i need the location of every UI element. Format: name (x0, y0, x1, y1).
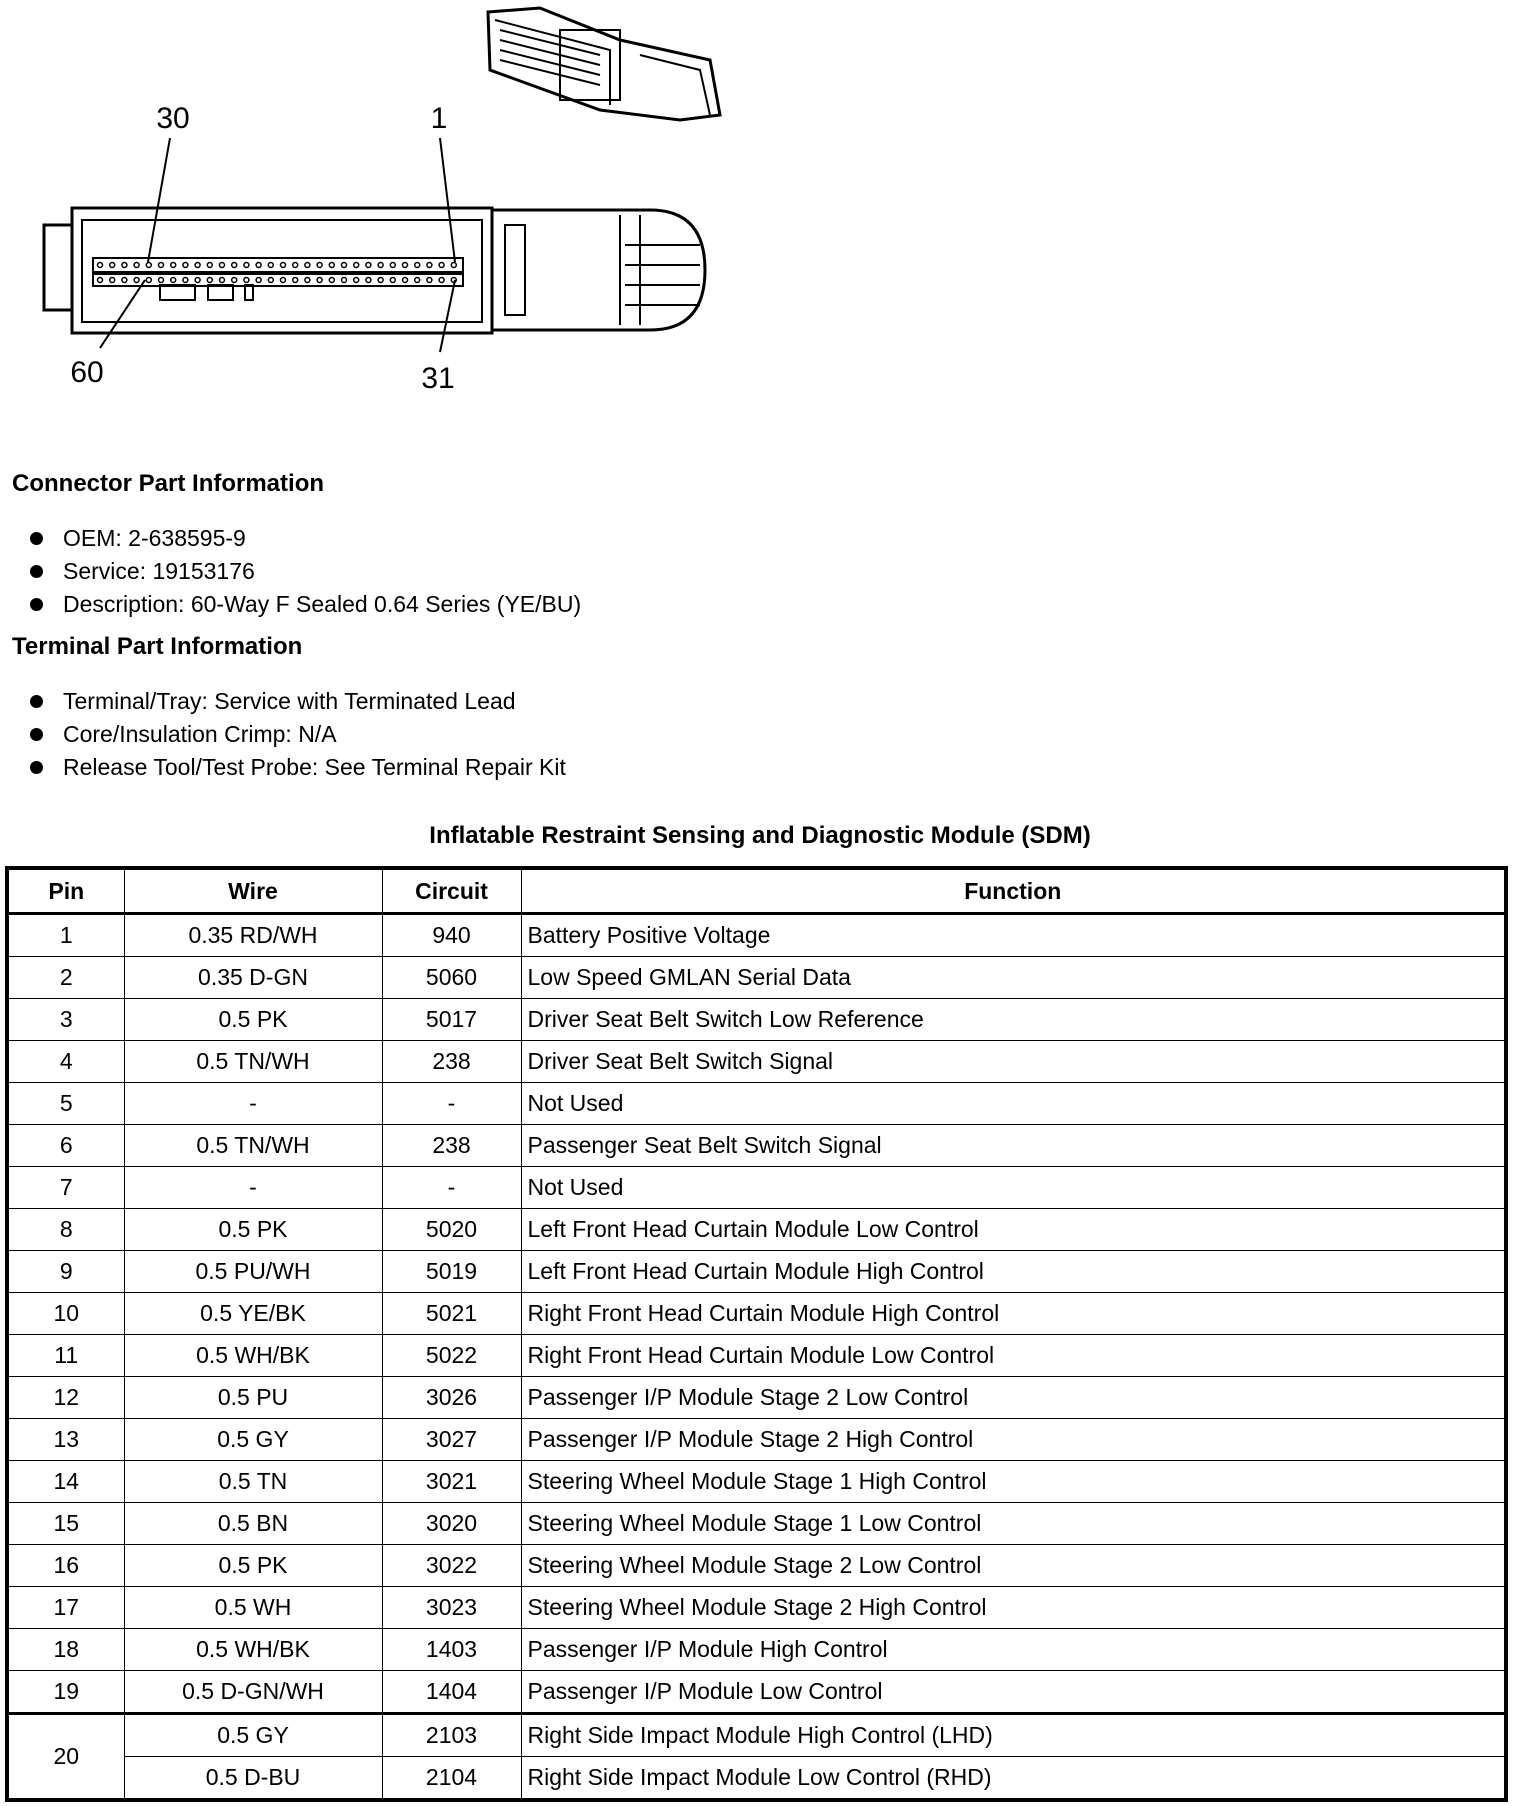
terminal-cavity (317, 278, 322, 283)
bullet-text: Terminal/Tray: Service with Terminated Lead (63, 688, 516, 714)
terminal-cavity (281, 263, 286, 268)
bullet-icon (30, 761, 43, 774)
bullet-item (30, 588, 581, 621)
bullet-icon (30, 565, 43, 578)
pin-label-1: 1 (430, 102, 448, 135)
terminal-cavity (98, 263, 103, 268)
terminal-cavity (134, 278, 139, 283)
terminal-cavity (110, 263, 115, 268)
circuit-cell: 3026 (382, 1377, 521, 1419)
wire-cell: 0.5 PK (124, 999, 382, 1041)
circuit-cell: 940 (382, 914, 521, 957)
bullet-icon (30, 532, 43, 545)
terminal-cavity (293, 263, 298, 268)
bullet-item (30, 555, 581, 588)
terminal-cavity (232, 263, 237, 268)
circuit-cell: 5060 (382, 957, 521, 999)
function-cell: Steering Wheel Module Stage 1 Low Control (521, 1503, 1506, 1545)
pin-cell: 18 (7, 1629, 124, 1671)
table-row (7, 1671, 1506, 1714)
wire-cell: 0.5 TN/WH (124, 1125, 382, 1167)
terminal-cavity (451, 263, 456, 268)
header-pin: Pin (7, 868, 124, 914)
wire-cell: 0.5 WH/BK (124, 1629, 382, 1671)
terminal-info-list (30, 685, 566, 784)
terminal-cavity (305, 278, 310, 283)
terminal-cavity (159, 263, 164, 268)
table-row (7, 1503, 1506, 1545)
terminal-cavity (232, 278, 237, 283)
table-row (7, 1714, 1506, 1757)
terminal-cavity (366, 278, 371, 283)
table-row (7, 1083, 1506, 1125)
bullet-item (30, 718, 566, 751)
terminal-cavity (220, 263, 225, 268)
connector-diagram (0, 0, 760, 420)
wire-cell: 0.5 D-GN/WH (124, 1671, 382, 1714)
circuit-cell: 3020 (382, 1503, 521, 1545)
table-row (7, 1125, 1506, 1167)
wire-cell: 0.5 PK (124, 1209, 382, 1251)
terminal-cavity (403, 278, 408, 283)
wire-cell: 0.5 GY (124, 1419, 382, 1461)
terminal-cavity (305, 263, 310, 268)
bullet-icon (30, 598, 43, 611)
terminal-cavity (329, 278, 334, 283)
function-cell: Passenger I/P Module Low Control (521, 1671, 1506, 1714)
terminal-cavity (134, 263, 139, 268)
terminal-cavity (171, 263, 176, 268)
terminal-cavity (390, 278, 395, 283)
circuit-cell: 5017 (382, 999, 521, 1041)
circuit-cell: 5022 (382, 1335, 521, 1377)
table-header-row (7, 868, 1506, 914)
function-cell: Left Front Head Curtain Module Low Control (521, 1209, 1506, 1251)
function-cell: Right Front Head Curtain Module Low Control (521, 1335, 1506, 1377)
pin-cell: 16 (7, 1545, 124, 1587)
wire-cell: 0.5 PU/WH (124, 1251, 382, 1293)
pin-cell: 6 (7, 1125, 124, 1167)
pin-cell: 3 (7, 999, 124, 1041)
pin-cell: 5 (7, 1083, 124, 1125)
pin-cell: 15 (7, 1503, 124, 1545)
terminal-cavity (378, 263, 383, 268)
pin-cell: 1 (7, 914, 124, 957)
pin-cell: 7 (7, 1167, 124, 1209)
table-row (7, 999, 1506, 1041)
terminal-cavity (354, 263, 359, 268)
function-cell: Right Front Head Curtain Module High Control (521, 1293, 1506, 1335)
wire-cell: 0.35 D-GN (124, 957, 382, 999)
terminal-cavity (122, 263, 127, 268)
pin-cell: 2 (7, 957, 124, 999)
terminal-cavity (342, 278, 347, 283)
terminal-cavity (122, 278, 127, 283)
wire-cell: 0.5 PU (124, 1377, 382, 1419)
terminal-cavity (317, 263, 322, 268)
header-wire: Wire (124, 868, 382, 914)
wire-cell: 0.5 YE/BK (124, 1293, 382, 1335)
circuit-cell: 1403 (382, 1629, 521, 1671)
terminal-cavity (146, 263, 151, 268)
function-cell: Battery Positive Voltage (521, 914, 1506, 957)
terminal-cavity (244, 263, 249, 268)
terminal-cavity (439, 278, 444, 283)
pin-cell: 10 (7, 1293, 124, 1335)
circuit-cell: 238 (382, 1041, 521, 1083)
terminal-cavity (439, 263, 444, 268)
bullet-text: Release Tool/Test Probe: See Terminal Repair Kit (63, 754, 566, 780)
connector-3d-view (488, 8, 720, 120)
terminal-cavity (354, 278, 359, 283)
terminal-cavity (171, 278, 176, 283)
terminal-cavity (403, 263, 408, 268)
connector-info-list (30, 522, 581, 621)
pin-label-31: 31 (421, 362, 455, 395)
wire-cell: 0.5 D-BU (124, 1757, 382, 1801)
function-cell: Passenger I/P Module Stage 2 High Control (521, 1419, 1506, 1461)
terminal-cavity (415, 278, 420, 283)
wire-cell: 0.5 PK (124, 1545, 382, 1587)
table-row (7, 1587, 1506, 1629)
header-function: Function (521, 868, 1506, 914)
pin-cell: 20 (7, 1714, 124, 1801)
circuit-cell: 1404 (382, 1671, 521, 1714)
pin-cell: 8 (7, 1209, 124, 1251)
wire-cell: 0.5 GY (124, 1714, 382, 1757)
table-row (7, 1461, 1506, 1503)
circuit-cell: 3022 (382, 1545, 521, 1587)
function-cell: Driver Seat Belt Switch Signal (521, 1041, 1506, 1083)
terminal-cavity (268, 278, 273, 283)
terminal-cavity (110, 278, 115, 283)
pin-cell: 19 (7, 1671, 124, 1714)
terminal-cavity (159, 278, 164, 283)
pinout-table (5, 866, 1508, 1802)
bullet-text: Core/Insulation Crimp: N/A (63, 721, 337, 747)
terminal-cavity (342, 263, 347, 268)
terminal-cavity (220, 278, 225, 283)
function-cell: Steering Wheel Module Stage 2 High Control (521, 1587, 1506, 1629)
function-cell: Passenger Seat Belt Switch Signal (521, 1125, 1506, 1167)
circuit-cell: 5021 (382, 1293, 521, 1335)
table-row (7, 1335, 1506, 1377)
function-cell: Not Used (521, 1083, 1506, 1125)
terminal-cavity (146, 278, 151, 283)
table-row (7, 1293, 1506, 1335)
terminal-cavity (281, 278, 286, 283)
terminal-cavity (427, 263, 432, 268)
circuit-cell: 3021 (382, 1461, 521, 1503)
bullet-item (30, 522, 581, 555)
table-row (7, 1167, 1506, 1209)
circuit-cell: 238 (382, 1125, 521, 1167)
table-row (7, 1041, 1506, 1083)
wire-cell: 0.35 RD/WH (124, 914, 382, 957)
bullet-item (30, 751, 566, 784)
circuit-cell: 2103 (382, 1714, 521, 1757)
pin-label-30: 30 (156, 102, 190, 135)
circuit-cell: 3023 (382, 1587, 521, 1629)
pin-cell: 13 (7, 1419, 124, 1461)
terminal-cavity (207, 278, 212, 283)
terminal-cavity (378, 278, 383, 283)
bullet-text: Description: 60-Way F Sealed 0.64 Series (YE/BU) (63, 591, 582, 617)
table-row (7, 914, 1506, 957)
connector-face-view (44, 208, 705, 333)
pin-cell: 17 (7, 1587, 124, 1629)
terminal-cavity (415, 263, 420, 268)
table-row (7, 1377, 1506, 1419)
pin-cell: 9 (7, 1251, 124, 1293)
pin-cell: 14 (7, 1461, 124, 1503)
bullet-text: Service: 19153176 (63, 558, 255, 584)
table-row (7, 1629, 1506, 1671)
wire-cell: 0.5 WH (124, 1587, 382, 1629)
pin-cell: 12 (7, 1377, 124, 1419)
terminal-cavity (195, 278, 200, 283)
terminal-cavity (256, 278, 261, 283)
pin-label-60: 60 (70, 356, 104, 389)
table-title: Inflatable Restraint Sensing and Diagnostic Module (SDM) (429, 822, 1091, 849)
terminal-cavity (366, 263, 371, 268)
table-row (7, 1209, 1506, 1251)
pin-cell: 11 (7, 1335, 124, 1377)
wire-cell: 0.5 TN (124, 1461, 382, 1503)
terminal-cavity (183, 263, 188, 268)
function-cell: Left Front Head Curtain Module High Control (521, 1251, 1506, 1293)
terminal-cavity (329, 263, 334, 268)
function-cell: Steering Wheel Module Stage 2 Low Control (521, 1545, 1506, 1587)
table-row (7, 1419, 1506, 1461)
circuit-cell: - (382, 1167, 521, 1209)
circuit-cell: 3027 (382, 1419, 521, 1461)
function-cell: Driver Seat Belt Switch Low Reference (521, 999, 1506, 1041)
header-circuit: Circuit (382, 868, 521, 914)
circuit-cell: 5019 (382, 1251, 521, 1293)
wire-cell: - (124, 1083, 382, 1125)
bullet-icon (30, 728, 43, 741)
function-cell: Passenger I/P Module Stage 2 Low Control (521, 1377, 1506, 1419)
terminal-cavity (256, 263, 261, 268)
terminal-cavity (183, 278, 188, 283)
terminal-cavity (244, 278, 249, 283)
bullet-icon (30, 695, 43, 708)
function-cell: Not Used (521, 1167, 1506, 1209)
function-cell: Right Side Impact Module High Control (LHD) (521, 1714, 1506, 1757)
wire-cell: 0.5 BN (124, 1503, 382, 1545)
bullet-item (30, 685, 566, 718)
function-cell: Low Speed GMLAN Serial Data (521, 957, 1506, 999)
table-row (7, 1545, 1506, 1587)
circuit-cell: - (382, 1083, 521, 1125)
terminal-info-title: Terminal Part Information (12, 633, 303, 660)
bullet-text: OEM: 2-638595-9 (63, 525, 246, 551)
wire-cell: 0.5 WH/BK (124, 1335, 382, 1377)
function-cell: Passenger I/P Module High Control (521, 1629, 1506, 1671)
terminal-cavity (207, 263, 212, 268)
terminal-cavity (390, 263, 395, 268)
terminal-cavity (427, 278, 432, 283)
terminal-cavity (98, 278, 103, 283)
circuit-cell: 2104 (382, 1757, 521, 1801)
function-cell: Steering Wheel Module Stage 1 High Control (521, 1461, 1506, 1503)
wire-cell: 0.5 TN/WH (124, 1041, 382, 1083)
table-row (7, 957, 1506, 999)
function-cell: Right Side Impact Module Low Control (RHD) (521, 1757, 1506, 1801)
table-row (7, 1757, 1506, 1801)
connector-info-title: Connector Part Information (12, 470, 325, 497)
terminal-cavity (293, 278, 298, 283)
table-row (7, 1251, 1506, 1293)
circuit-cell: 5020 (382, 1209, 521, 1251)
terminal-cavity (195, 263, 200, 268)
pin-cell: 4 (7, 1041, 124, 1083)
terminal-cavity (268, 263, 273, 268)
wire-cell: - (124, 1167, 382, 1209)
